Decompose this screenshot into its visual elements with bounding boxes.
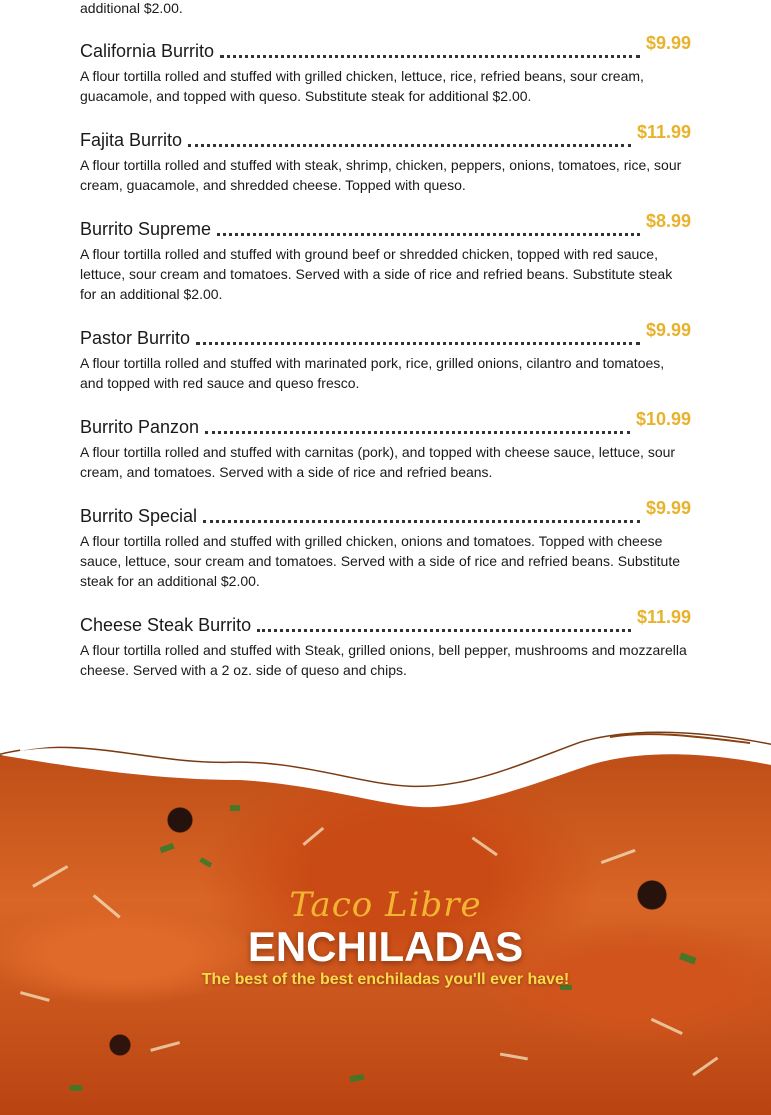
menu-item-description: A flour tortilla rolled and stuffed with grilled chicken, onions and tomatoes. Topped with cheese sauce, lettuce, sour cream and tomatoes. Served with a side of rice and refried beans. Substitute steak for an additional $2.00.	[80, 533, 680, 589]
menu-item	[80, 409, 691, 482]
dot-leader	[196, 342, 640, 345]
menu-item-description: A flour tortilla rolled and stuffed with marinated pork, rice, grilled onions, cilantro and tomatoes, and topped with red sauce and queso fresco.	[80, 355, 665, 391]
menu-item-name: Burrito Special	[80, 506, 198, 526]
menu-item-header	[80, 211, 691, 240]
menu-item	[80, 33, 691, 106]
menu-item-name: Pastor Burrito	[80, 328, 191, 348]
menu-item-price: $11.99	[636, 607, 691, 627]
menu-item-price: $8.99	[645, 211, 691, 231]
menu-item-name: Burrito Supreme	[80, 219, 212, 239]
menu-item-price: $9.99	[645, 498, 691, 518]
menu-item-name: Fajita Burrito	[80, 130, 183, 150]
menu-item	[80, 122, 691, 195]
menu-item	[80, 607, 691, 680]
menu-item-price: $11.99	[636, 122, 691, 142]
menu-item-header	[80, 122, 691, 151]
menu-item	[80, 211, 691, 304]
decorative-wave	[0, 725, 771, 845]
menu-item-price: $9.99	[645, 33, 691, 53]
enchiladas-banner	[0, 725, 771, 1115]
menu-item-description: A flour tortilla rolled and stuffed with carnitas (pork), and topped with cheese sauce, lettuce, sour cream, and tomatoes. Served with a side of rice and refried beans.	[80, 444, 676, 480]
menu-item-name: California Burrito	[80, 41, 215, 61]
menu-item-description: A flour tortilla rolled and stuffed with Steak, grilled onions, bell pepper, mushrooms and mozzarella cheese. Served with a 2 oz. side of queso and chips.	[80, 642, 687, 678]
dot-leader	[217, 233, 640, 236]
menu-item-description: A flour tortilla rolled and stuffed with steak, shrimp, chicken, peppers, onions, tomatoes, rice, sour cream, guacamole, and shredded cheese. Topped with queso.	[80, 157, 682, 193]
menu-item-header	[80, 607, 691, 636]
dot-leader	[188, 144, 631, 147]
dot-leader	[220, 55, 640, 58]
menu-item-header	[80, 498, 691, 527]
carry-over-text: additional $2.00.	[80, 0, 183, 16]
menu-item	[80, 498, 691, 591]
dot-leader	[203, 520, 640, 523]
section-tagline: The best of the best enchiladas you'll ever have!	[201, 971, 570, 988]
menu-item-header	[80, 33, 691, 62]
menu-item-name: Cheese Steak Burrito	[80, 615, 252, 635]
menu-item-description: A flour tortilla rolled and stuffed with ground beef or shredded chicken, topped with red sauce, lettuce, sour cream and tomatoes. Served with a side of rice and refried beans. Substitute steak for an additional $2.00.	[80, 246, 673, 302]
menu-item-header	[80, 409, 691, 438]
menu-item-price: $9.99	[645, 320, 691, 340]
menu-item-description: A flour tortilla rolled and stuffed with grilled chicken, lettuce, rice, refried beans, sour cream, guacamole, and topped with queso. Substitute steak for additional $2.00.	[80, 68, 644, 104]
menu-item	[80, 320, 691, 393]
menu-item-name: Burrito Panzon	[80, 417, 200, 437]
dot-leader	[257, 629, 631, 632]
brand-logo-text: Taco Libre	[289, 885, 482, 925]
menu-item-price: $10.99	[635, 409, 691, 429]
section-title: ENCHILADAS	[247, 923, 524, 970]
dot-leader	[205, 431, 630, 434]
menu-item-header	[80, 320, 691, 349]
